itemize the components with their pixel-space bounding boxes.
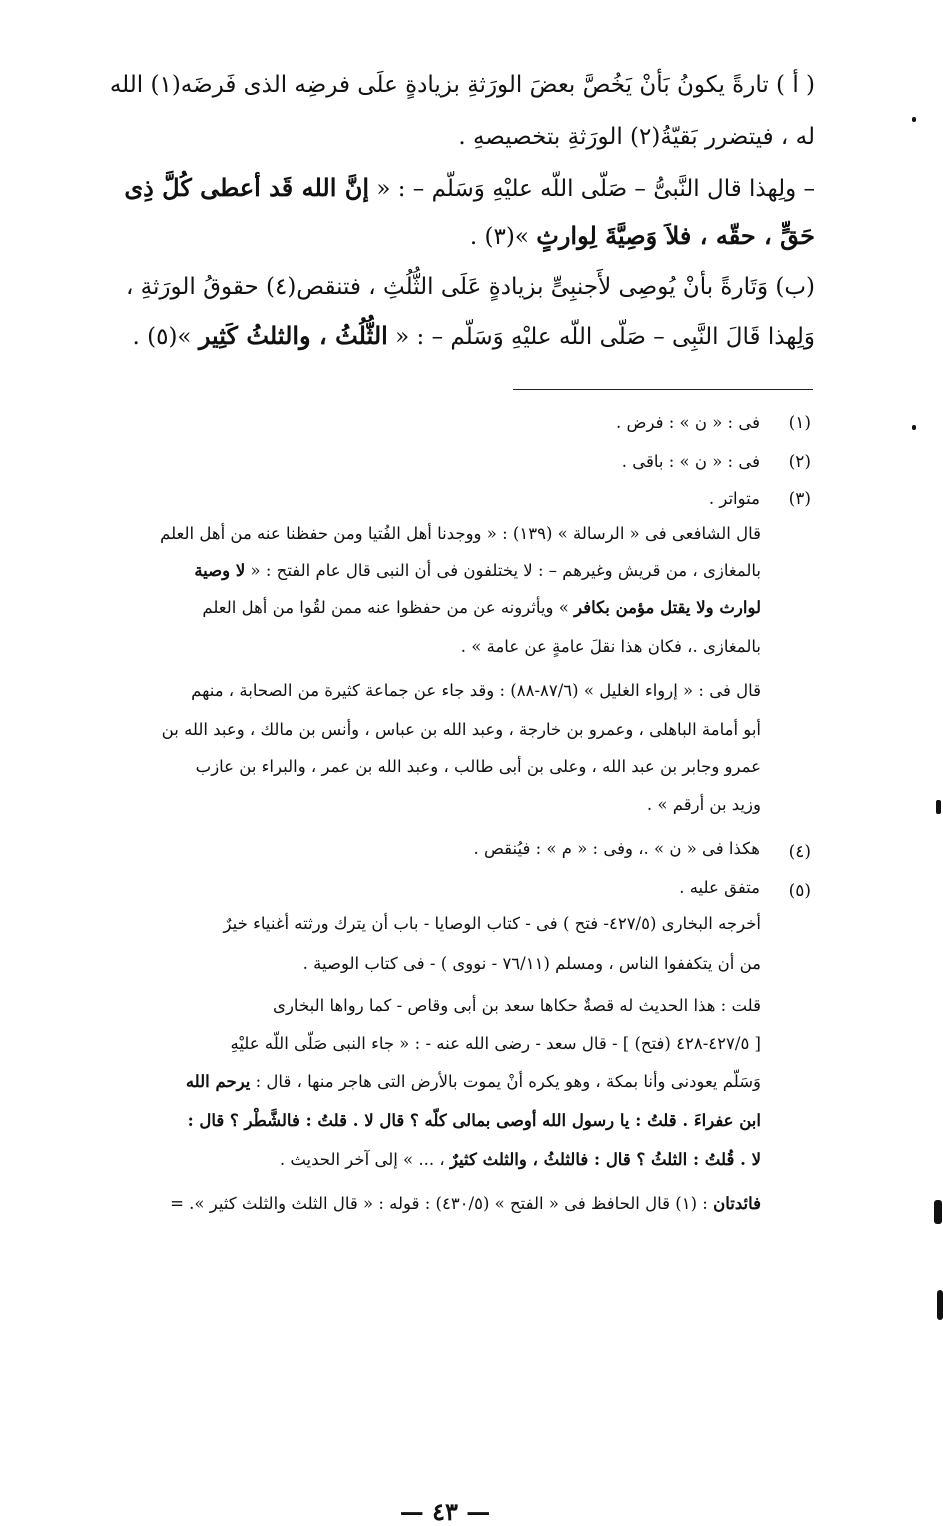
footnote-number-4: (٤): [788, 842, 811, 862]
footnote-3-hadith-b: لوارث ولا يقتل مؤمن بكافر: [574, 598, 761, 617]
main-text-line-2: له ، فيتضرر بَقيّةُ(٢) الورَثةِ بتخصيصهِ .: [458, 124, 815, 150]
footnote-5-para-1-line-2: من أن يتكففوا الناس ، ومسلم (٧٦/١١ - نووى ) - فى كتاب الوصية .: [302, 954, 761, 973]
footnote-2-text: فى : « ن » : باقى .: [621, 452, 760, 471]
main-text-line-5: (ب) وَتَارةً بأنْ يُوصِى لأَجنبِىٍّ بزيادةٍ عَلَى الثُّلُثِ ، فتنقص(٤) حقوقُ الورَثةِ ،: [125, 274, 815, 300]
footnote-1-text: فى : « ن » : فرض .: [616, 413, 760, 432]
footnote-3-para-1-line-4: بالمغازى .، فكان هذا نقلَ عامةٍ عن عامة » .: [460, 637, 761, 656]
footnote-5-para-2-line-5: [131, 1150, 761, 1170]
footnote-number-3: (٣): [788, 489, 811, 509]
fawaid-label: فائدتان: [713, 1194, 761, 1213]
footnote-5-para-1-line-1: أخرجه البخارى (٤٢٧/٥- فتح ) فى - كتاب الوصايا - باب أن يترك ورثته أغنياء خيرٌ: [223, 914, 761, 933]
footnote-5-para-2-line-1: قلت : هذا الحديث له قصةٌ حكاها سعد بن أبى وقاص - كما رواها البخارى: [273, 996, 761, 1015]
scan-mark: [912, 117, 916, 122]
footnote-number-5: (٥): [788, 881, 811, 901]
main-text-line-4: [115, 222, 815, 252]
scan-mark: [912, 425, 916, 430]
footnote-3-para-2-line-2: أبو أمامة الباهلى ، وعمرو بن خارجة ، وعبد الله بن عباس ، وأنس بن مالك ، وعبد الله بن: [161, 720, 761, 739]
hadith-quote-1a: إنَّ الله قَد أعطى كُلَّ ذِى: [124, 173, 370, 202]
fawaid-line: [131, 1194, 761, 1214]
footnote-5-hadith-c: لا . قُلتُ : الثلثُ ؟ قال : فالثلثُ ، والثلث كثيرٌ: [449, 1150, 761, 1169]
main-text-line-6-normal: وَلِهذا قَالَ النَّبِى – صَلّى اللّه عليْهِ وَسَلّم – : «: [395, 324, 815, 350]
footnote-3-hadith-a: لا وصية: [194, 561, 246, 580]
footnote-separator: [513, 389, 813, 390]
footnote-5-hadith-b: ابن عفراءَ . قلتُ : يا رسول الله أوصى بمالى كلّه ؟ قال لا . قلتُ : فالشَّطْر ؟ قال :: [187, 1111, 761, 1130]
page-number: — ٤٣ —: [399, 1497, 491, 1526]
main-text-line-4-tail: »(٣) .: [469, 224, 529, 250]
footnote-3-para-2-line-4: وزيد بن أرقم » .: [646, 795, 761, 814]
main-text-line-1: ( أ ) تارةً يكونُ بَأنْ يَخُصَّ بعضَ الورَثةِ بزيادةٍ علَى فرضِه الذى فَرضَه(١) الله: [109, 72, 815, 98]
footnote-3-para-1-line-3-normal: » ويأثرونه عن من حفظوا عنه ممن لقُوا من أهل العلم: [202, 598, 569, 617]
footnote-3-para-2-line-1: قال فى : « إرواء الغليل » (٨٧/٦-٨٨) : وقد جاء عن جماعة كثيرة من الصحابة ، منهم: [191, 681, 761, 700]
hadith-quote-1b: حَقٍّ ، حقّه ، فلاَ وَصِيَّةَ لِوارثٍ: [536, 221, 815, 250]
footnote-3-para-1-line-2-normal: بالمغازى ، من قريش وغيرهم – : لا يختلفون فى أن النبى قال عام الفتح : «: [250, 561, 761, 580]
footnote-5-para-2-line-3-normal: وَسَلّم يعودنى وأنا بمكة ، وهو يكره أنْ يموت بالأرض التى هاجر منها ، قال :: [255, 1072, 761, 1091]
scan-mark: [937, 1290, 943, 1320]
footnote-3-para-1-line-3: [131, 598, 761, 618]
footnote-3-para-1-line-1: قال الشافعى فى « الرسالة » (١٣٩) : « ووجدنا أهل الفُتيا ومن حفظنا عنه من أهل العلم: [160, 524, 761, 543]
main-text-line-6: [115, 322, 815, 352]
footnote-5-para-2-line-2: [ ٤٢٧/٥-٤٢٨ (فتح) ] - قال سعد - رضى الله عنه - : « جاء النبى صَلّى اللّه عليْهِ: [230, 1034, 761, 1053]
footnote-3-text: متواتر .: [708, 489, 760, 508]
fawaid-text: : (١) قال الحافظ فى « الفتح » (٤٣٠/٥) : قوله : « قال الثلث والثلث كثير ». =: [170, 1194, 708, 1213]
footnote-5-hadith-a: يرحم الله: [185, 1072, 251, 1091]
footnote-5-text: متفق عليه .: [679, 878, 760, 897]
footnote-5-para-2-line-3: [131, 1072, 761, 1092]
main-text-line-6-tail: »(٥) .: [132, 324, 192, 350]
scan-mark: [934, 1200, 942, 1224]
main-text-line-3-normal: – ولِهذا قال النَّبىُّ – صَلّى اللّه عليْهِ وَسَلّم – : «: [376, 176, 815, 202]
footnote-3-para-1-line-2: [131, 561, 761, 581]
main-text-line-3: [115, 174, 815, 204]
scan-mark: [936, 800, 941, 814]
hadith-quote-2: الثُّلُثُ ، والثلثُ كَثِير: [198, 321, 388, 350]
footnote-3-para-2-line-3: عمرو وجابر بن عبد الله ، وعلى بن أبى طالب ، وعبد الله بن عمر ، والبراء بن عازب: [195, 757, 761, 776]
footnote-number-1: (١): [788, 413, 811, 433]
footnote-4-text: هكذا فى « ن » .، وفى : « م » : فيُنقص .: [473, 839, 760, 858]
footnote-5-para-2-line-5-normal: ، ... » إلى آخر الحديث .: [279, 1150, 445, 1169]
footnote-number-2: (٢): [788, 452, 811, 472]
